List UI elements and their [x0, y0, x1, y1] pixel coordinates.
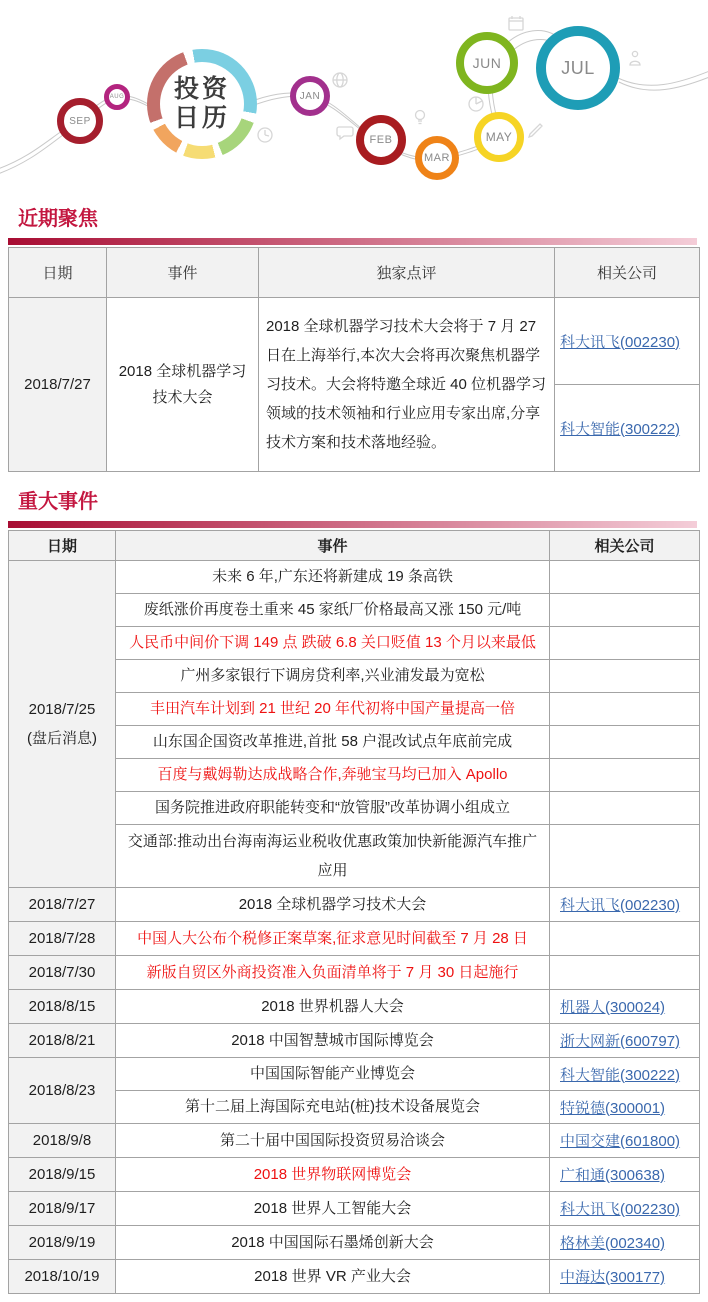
event-title: 2018 中国国际石墨烯创新大会: [116, 1226, 550, 1260]
logo-text-line1: 投资: [173, 75, 230, 103]
related-company-cell: [550, 1158, 700, 1192]
event-title: 第二十届中国国际投资贸易洽谈会: [116, 1124, 550, 1158]
clock-icon: [255, 125, 275, 145]
event-title: 2018 全球机器学习技术大会: [107, 298, 259, 472]
table-row: [9, 1260, 700, 1294]
event-title: 2018 世界 VR 产业大会: [116, 1260, 550, 1294]
month-circle-sep: [57, 98, 103, 144]
gradient-divider-bar: [8, 238, 697, 245]
month-circle-aug: [104, 84, 130, 110]
related-company-cell: [550, 1192, 700, 1226]
event-date: 2018/7/27: [9, 298, 107, 472]
event-title: 中国国际智能产业博览会: [116, 1058, 550, 1091]
event-title: 2018 中国智慧城市国际博览会: [116, 1024, 550, 1058]
column-header-company: 相关公司: [555, 248, 700, 298]
event-title: 2018 世界物联网博览会: [116, 1158, 550, 1192]
event-commentary: 2018 全球机器学习技术大会将于 7 月 27 日在上海举行,本次大会将再次聚焦机器学习技术。大会将特邀全球近 40 位机器学习领域的技术领袖和行业应用专家出席,分享技术方案和技术落地经验。: [259, 298, 555, 472]
related-company-cell: [550, 726, 700, 759]
recent-focus-table: [8, 247, 700, 472]
globe-icon: [330, 70, 350, 90]
company-link[interactable]: 科大智能(300222): [560, 420, 681, 438]
event-date: 2018/7/27: [9, 888, 116, 922]
related-company-cell: [550, 888, 700, 922]
table-row: [9, 888, 700, 922]
month-label: MAY: [485, 130, 513, 144]
company-link[interactable]: 中海达(300177): [560, 1269, 666, 1286]
related-company-cell: [550, 956, 700, 990]
event-title: 2018 世界机器人大会: [116, 990, 550, 1024]
event-title: 2018 全球机器学习技术大会: [116, 888, 550, 922]
event-date: 2018/10/19: [9, 1260, 116, 1294]
company-link[interactable]: 中国交建(601800): [560, 1133, 681, 1150]
pie-chart-icon: [466, 94, 486, 114]
related-company-cell: [550, 990, 700, 1024]
month-label: FEB: [369, 134, 393, 146]
event-date: [9, 561, 116, 888]
related-company-cell: [550, 792, 700, 825]
event-date-line1: 2018/7/25: [28, 701, 96, 718]
table-row: [9, 956, 700, 990]
calendar-header-art: [0, 0, 708, 196]
month-label: AUG: [109, 94, 125, 100]
company-link[interactable]: 科大讯飞(002230): [560, 1201, 681, 1218]
event-date: 2018/9/17: [9, 1192, 116, 1226]
event-title: 第十二届上海国际充电站(桩)技术设备展览会: [116, 1091, 550, 1124]
event-date: 2018/8/15: [9, 990, 116, 1024]
event-title: 中国人大公布个税修正案草案,征求意见时间截至 7 月 28 日: [116, 922, 550, 956]
table-row: [9, 298, 700, 385]
related-company-cell: [555, 385, 700, 472]
related-company-cell: [550, 1058, 700, 1091]
company-link[interactable]: 机器人(300024): [560, 999, 666, 1016]
event-title: 未来 6 年,广东还将新建成 19 条高铁: [116, 561, 550, 594]
event-date-line2: (盘后消息): [27, 730, 97, 747]
related-company-cell: [550, 627, 700, 660]
event-date: 2018/8/23: [9, 1058, 116, 1124]
calendar-icon: [507, 15, 525, 32]
company-link[interactable]: 格林美(002340): [560, 1235, 666, 1252]
gradient-divider-bar: [8, 521, 697, 528]
event-title: 广州多家银行下调房贷利率,兴业浦发最为宽松: [116, 660, 550, 693]
table-row: [9, 1158, 700, 1192]
month-circle-feb: [356, 115, 406, 165]
month-circle-jun: [456, 32, 518, 94]
related-company-cell: [550, 922, 700, 956]
company-link[interactable]: 特锐德(300001): [560, 1099, 666, 1117]
company-link[interactable]: 科大讯飞(002230): [560, 897, 681, 914]
month-label: JAN: [299, 90, 321, 102]
logo-text-line2: 日历: [173, 104, 230, 132]
investment-calendar-logo: [147, 49, 257, 159]
event-title: 丰田汽车计划到 21 世纪 20 年代初将中国产量提高一倍: [116, 693, 550, 726]
related-company-cell: [550, 561, 700, 594]
event-title: 人民币中间价下调 149 点 跌破 6.8 关口贬值 13 个月以来最低: [116, 627, 550, 660]
related-company-cell: [550, 1024, 700, 1058]
company-link[interactable]: 科大智能(300222): [560, 1066, 681, 1084]
event-title: 废纸涨价再度卷土重来 45 家纸厂价格最高又涨 150 元/吨: [116, 594, 550, 627]
month-label: SEP: [69, 115, 91, 127]
light-bulb-icon: [413, 108, 427, 128]
bottom-spacer: [0, 1294, 708, 1302]
related-company-cell: [550, 1091, 700, 1124]
column-header-event: 事件: [107, 248, 259, 298]
column-header-event: 事件: [116, 531, 550, 561]
month-circle-jan: [290, 76, 330, 116]
pencil-icon: [526, 118, 546, 138]
month-label: JUN: [472, 55, 502, 71]
table-row: [9, 1226, 700, 1260]
related-company-cell: [550, 594, 700, 627]
table-header-row: [9, 531, 700, 561]
event-title: 山东国企国资改革推进,首批 58 户混改试点年底前完成: [116, 726, 550, 759]
table-header-row: [9, 248, 700, 298]
table-row: [9, 561, 700, 594]
related-company-cell: [550, 693, 700, 726]
related-company-cell: [550, 1226, 700, 1260]
related-company-cell: [550, 759, 700, 792]
table-row: [9, 1058, 700, 1091]
table-row: [9, 990, 700, 1024]
month-circle-may: [474, 112, 524, 162]
chat-bubble-icon: [336, 124, 356, 142]
month-label: JUL: [561, 57, 595, 78]
event-date: 2018/9/19: [9, 1226, 116, 1260]
related-company-cell: [550, 825, 700, 888]
company-link[interactable]: 广和通(300638): [560, 1167, 666, 1184]
month-circle-mar: [415, 136, 459, 180]
related-company-cell: [555, 298, 700, 385]
event-title: 百度与戴姆勒达成战略合作,奔驰宝马均已加入 Apollo: [116, 759, 550, 792]
related-company-cell: [550, 1124, 700, 1158]
major-events-table: [8, 530, 700, 1294]
event-date: 2018/8/21: [9, 1024, 116, 1058]
column-header-date: 日期: [9, 531, 116, 561]
table-row: [9, 1124, 700, 1158]
event-title: 新版自贸区外商投资准入负面清单将于 7 月 30 日起施行: [116, 956, 550, 990]
month-circle-jul: [536, 26, 620, 110]
event-date: 2018/9/8: [9, 1124, 116, 1158]
event-title: 2018 世界人工智能大会: [116, 1192, 550, 1226]
column-header-date: 日期: [9, 248, 107, 298]
event-title: 国务院推进政府职能转变和“放管服”改革协调小组成立: [116, 792, 550, 825]
company-link[interactable]: 科大讯飞(002230): [560, 333, 681, 351]
major-events-heading: 重大事件: [18, 491, 98, 513]
related-company-cell: [550, 660, 700, 693]
column-header-company: 相关公司: [550, 531, 700, 561]
related-company-cell: [550, 1260, 700, 1294]
month-label: MAR: [424, 152, 450, 164]
event-date: 2018/9/15: [9, 1158, 116, 1192]
event-title: 交通部:推动出台海南海运业税收优惠政策加快新能源汽车推广应用: [116, 825, 550, 888]
recent-focus-heading: 近期聚焦: [18, 208, 98, 230]
person-icon: [628, 50, 642, 68]
table-row: [9, 1024, 700, 1058]
table-row: [9, 922, 700, 956]
event-date: 2018/7/30: [9, 956, 116, 990]
column-header-comment: 独家点评: [259, 248, 555, 298]
company-link[interactable]: 浙大网新(600797): [560, 1033, 681, 1050]
table-row: [9, 1192, 700, 1226]
event-date: 2018/7/28: [9, 922, 116, 956]
logo-text: [160, 62, 244, 146]
